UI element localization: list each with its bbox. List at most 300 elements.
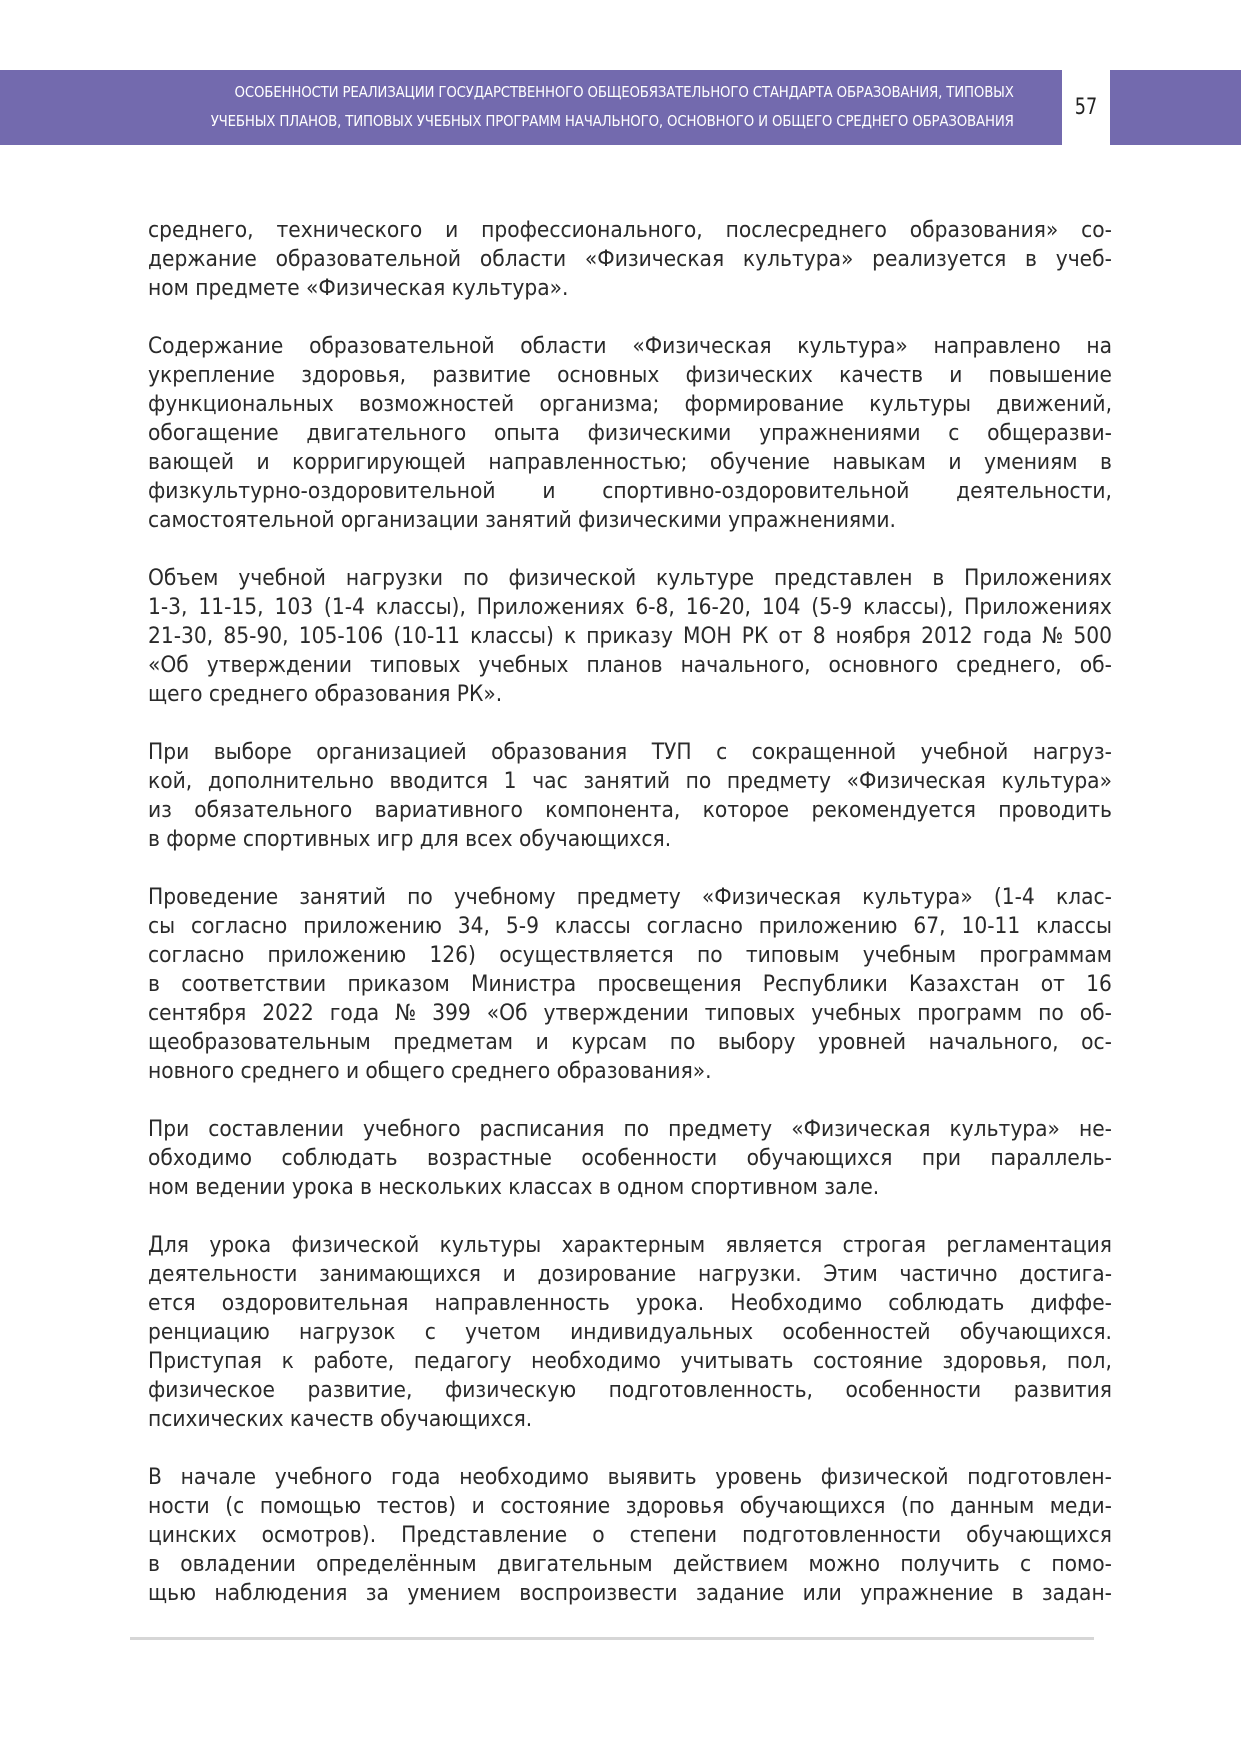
word: в <box>148 971 160 997</box>
text-line <box>148 970 1112 999</box>
word: общеразви- <box>987 420 1112 446</box>
word: форме <box>166 826 237 852</box>
word: подготовленности <box>742 1522 942 1548</box>
text-line <box>148 332 1112 361</box>
word: согласно <box>646 913 743 939</box>
word: «Физическая <box>306 275 446 301</box>
word: обязательного <box>194 797 353 823</box>
word: обучающихся <box>739 1493 886 1519</box>
word: № <box>1042 623 1064 649</box>
word: здоровья, <box>301 362 407 388</box>
word: спортивно-оздоровительной <box>602 478 910 504</box>
text-line <box>148 419 1112 448</box>
text-line <box>148 680 1112 709</box>
word: укрепление <box>148 362 276 388</box>
word: 1 <box>503 768 517 794</box>
word: по <box>1038 1000 1064 1026</box>
word: классах <box>508 1174 593 1200</box>
word: ТУП <box>651 739 692 765</box>
word: и <box>471 1493 485 1519</box>
word: типовым <box>745 942 840 968</box>
word: 103 <box>274 594 314 620</box>
running-header-title <box>211 78 1014 136</box>
word: нагруз- <box>1032 739 1112 765</box>
word: нагрузки. <box>697 1261 802 1287</box>
body-text <box>148 216 1112 1637</box>
word: Этим <box>823 1261 878 1287</box>
word: физической <box>291 1232 420 1258</box>
text-line <box>148 1347 1112 1376</box>
word: физической <box>508 565 637 591</box>
word: 85-90, <box>223 623 289 649</box>
word: физическое <box>148 1377 275 1403</box>
word: (по <box>901 1493 935 1519</box>
word: диффе- <box>1030 1290 1112 1316</box>
word: здоровья, <box>942 1348 1048 1374</box>
word: выборе <box>213 739 292 765</box>
paragraph <box>148 564 1112 709</box>
paragraph <box>148 1231 1112 1434</box>
word: возрастные <box>427 1145 552 1171</box>
word: регламентация <box>946 1232 1112 1258</box>
word: работе, <box>313 1348 395 1374</box>
word: типовых <box>369 652 461 678</box>
word: нагрузок <box>299 1319 396 1345</box>
word: При <box>148 739 190 765</box>
text-line <box>148 883 1112 912</box>
word: за <box>365 1580 389 1606</box>
word: является <box>725 1232 823 1258</box>
word: соблюдать <box>888 1290 1005 1316</box>
word: приложению <box>758 913 898 939</box>
word: состояние <box>500 1493 611 1519</box>
word: помощью <box>259 1493 362 1519</box>
running-header-band <box>0 70 1062 145</box>
word: спортивном <box>690 1174 818 1200</box>
word: учитывать <box>680 1348 794 1374</box>
word: РК». <box>456 681 503 707</box>
word: физическую <box>444 1377 577 1403</box>
word: состояние <box>813 1348 923 1374</box>
word: одном <box>616 1174 685 1200</box>
word: направленностью; <box>488 449 688 475</box>
word: 8 <box>812 623 826 649</box>
word: на <box>1086 333 1112 359</box>
word: Приложениях <box>964 565 1112 591</box>
word: уровень <box>715 1464 803 1490</box>
text-line <box>148 564 1112 593</box>
word: развитие, <box>307 1377 413 1403</box>
word: № <box>395 1000 417 1026</box>
word: учебному <box>453 884 556 910</box>
word: МОН <box>683 623 732 649</box>
word: ности <box>148 1493 210 1519</box>
word: 104 <box>761 594 801 620</box>
word: корригирующей <box>292 449 466 475</box>
word: деятельности, <box>956 478 1112 504</box>
word: вающей <box>148 449 235 475</box>
word: в <box>932 565 945 591</box>
word: года <box>391 1464 441 1490</box>
word: дополнительно <box>207 768 374 794</box>
word: качеств <box>289 1406 374 1432</box>
text-line <box>148 1115 1112 1144</box>
word: послесреднего <box>725 217 887 243</box>
word: упражнениями. <box>728 507 896 533</box>
word: культуры <box>439 1232 542 1258</box>
text-line <box>148 1260 1112 1289</box>
text-line <box>148 1028 1112 1057</box>
word: образования» <box>909 217 1059 243</box>
text-line <box>148 1579 1112 1608</box>
word: 16-20, <box>685 594 751 620</box>
word: нагрузки <box>345 565 444 591</box>
word: и <box>949 362 963 388</box>
word: психических <box>148 1406 284 1432</box>
word: Проведение <box>148 884 279 910</box>
word: (10-11 <box>393 623 461 649</box>
word: меди- <box>1049 1493 1112 1519</box>
word: движений, <box>996 391 1112 417</box>
word: умениям <box>983 449 1078 475</box>
word: (1-4 <box>323 594 365 620</box>
word: Представление <box>401 1522 568 1548</box>
text-line <box>148 1521 1112 1550</box>
word: двигательным <box>496 1551 653 1577</box>
word: особенности <box>845 1377 982 1403</box>
word: образования <box>491 739 628 765</box>
word: двигательного <box>306 420 467 446</box>
word: необходимо <box>531 1348 661 1374</box>
text-line <box>148 622 1112 651</box>
word: культура» <box>949 1116 1060 1142</box>
word: физических <box>685 362 813 388</box>
word: от <box>1040 971 1065 997</box>
word: начале <box>180 1464 257 1490</box>
word: и <box>345 1058 360 1084</box>
word: выбору <box>717 1029 796 1055</box>
word: обучающихся. <box>959 1319 1112 1345</box>
word: Приступая <box>148 1348 262 1374</box>
word: в <box>1011 1580 1024 1606</box>
word: по <box>696 942 723 968</box>
word: года <box>329 1000 380 1026</box>
word: сокращенной <box>751 739 897 765</box>
word: достига- <box>1019 1261 1112 1287</box>
word: физическими <box>587 420 732 446</box>
word: которое <box>702 797 790 823</box>
word: из <box>148 797 172 823</box>
text-line <box>148 1057 1112 1086</box>
word: воспроизвести <box>519 1580 678 1606</box>
word: культура» <box>862 884 973 910</box>
word: занятий <box>299 884 386 910</box>
text-line <box>148 506 1112 535</box>
word: 6-8, <box>635 594 675 620</box>
word: необходимо <box>459 1464 589 1490</box>
word: утверждении <box>206 652 353 678</box>
word: наблюдения <box>214 1580 348 1606</box>
word: предмете <box>195 275 300 301</box>
word: строгая <box>842 1232 927 1258</box>
text-line <box>148 999 1112 1028</box>
word: обходимо <box>148 1145 253 1171</box>
word: сы <box>148 913 176 939</box>
word: ренциацию <box>148 1319 270 1345</box>
word: развитие <box>432 362 531 388</box>
word: педагогу <box>413 1348 512 1374</box>
word: щеобразовательным <box>148 1029 371 1055</box>
word: области <box>520 333 607 359</box>
word: урока <box>291 1174 354 1200</box>
word: о <box>592 1522 605 1548</box>
word: овладении <box>180 1551 296 1577</box>
word: 105-106 <box>298 623 384 649</box>
word: упражнениями <box>759 420 921 446</box>
word: по <box>462 565 489 591</box>
text-line <box>148 216 1112 245</box>
word: урока <box>209 1232 272 1258</box>
word: направленность <box>434 1290 610 1316</box>
word: организации <box>340 507 479 533</box>
word: расписания <box>479 1116 605 1142</box>
word: цинских <box>148 1522 237 1548</box>
word: (5-9 <box>811 594 853 620</box>
text-line <box>148 477 1112 506</box>
word: в <box>1099 449 1112 475</box>
word: учебных <box>478 652 569 678</box>
word: нескольких <box>378 1174 502 1200</box>
word: «Об <box>486 1000 528 1026</box>
word: учеб- <box>1055 246 1112 272</box>
word: с <box>1019 1551 1032 1577</box>
word: задан- <box>1041 1580 1112 1606</box>
word: РК <box>741 623 769 649</box>
word: учебных <box>811 1000 902 1026</box>
word: классы), <box>375 594 466 620</box>
page-number: 57 <box>1074 95 1098 120</box>
word: 399 <box>432 1000 471 1026</box>
word: упражнение <box>860 1580 994 1606</box>
word: начального, <box>928 1029 1059 1055</box>
word: 126) <box>429 942 476 968</box>
word: держание <box>148 246 257 272</box>
word: учебным <box>862 942 957 968</box>
word: задание <box>695 1580 785 1606</box>
text-line <box>148 361 1112 390</box>
word: просвещения <box>597 971 742 997</box>
word: классы) <box>470 623 554 649</box>
word: формирование <box>684 391 845 417</box>
word: занимающихся <box>319 1261 481 1287</box>
word: клас- <box>1055 884 1112 910</box>
word: образования <box>314 681 451 707</box>
paragraph <box>148 1115 1112 1202</box>
word: возможностей <box>359 391 515 417</box>
word: предмету <box>726 768 831 794</box>
word: обогащение <box>148 420 279 446</box>
word: не- <box>1078 1116 1112 1142</box>
word: Республики <box>762 971 888 997</box>
running-header-line-1: ОСОБЕННОСТИ РЕАЛИЗАЦИИ ГОСУДАРСТВЕННОГО ОБЩЕОБЯЗАТЕЛЬНОГО СТАНДАРТА ОБРАЗОВАНИЯ, ТИПОВЫХ <box>234 83 1015 101</box>
word: ос- <box>1081 1029 1112 1055</box>
word: проводить <box>998 797 1112 823</box>
word: по <box>407 884 433 910</box>
word: в <box>148 1551 160 1577</box>
text-line <box>148 738 1112 767</box>
word: 2012 <box>921 623 973 649</box>
word: образовательной <box>309 333 495 359</box>
word: учетом <box>465 1319 541 1345</box>
paragraph <box>148 1463 1112 1608</box>
word: технического <box>276 217 423 243</box>
text-line <box>148 448 1112 477</box>
word: обучающихся <box>746 1145 893 1171</box>
text-line <box>148 1318 1112 1347</box>
word: 11-15, <box>198 594 264 620</box>
word: 2022 <box>262 1000 314 1026</box>
word: и <box>535 1029 549 1055</box>
word: ном <box>148 275 189 301</box>
word: культура». <box>451 275 569 301</box>
word: повышение <box>988 362 1112 388</box>
word: культура» <box>742 246 854 272</box>
text-line <box>148 796 1112 825</box>
word: получить <box>900 1551 1000 1577</box>
text-line <box>148 245 1112 274</box>
word: зале. <box>824 1174 880 1200</box>
word: ется <box>148 1290 196 1316</box>
word: при <box>921 1145 962 1171</box>
word: обучающихся. <box>518 826 672 852</box>
word: основного <box>828 652 939 678</box>
text-line <box>148 1550 1112 1579</box>
paragraph <box>148 332 1112 535</box>
word: предмету <box>576 884 681 910</box>
word: Для <box>148 1232 189 1258</box>
word: типовых <box>704 1000 796 1026</box>
word: по <box>685 768 712 794</box>
word: классы <box>554 913 631 939</box>
word: обучающихся <box>966 1522 1112 1548</box>
text-line <box>148 1144 1112 1173</box>
text-line <box>148 1463 1112 1492</box>
word: уровней <box>818 1029 907 1055</box>
word: основных <box>557 362 660 388</box>
text-line <box>148 651 1112 680</box>
text-line <box>148 1376 1112 1405</box>
word: «Физическая <box>632 333 772 359</box>
paragraph <box>148 883 1112 1086</box>
word: обучающихся. <box>380 1406 533 1432</box>
word: обучение <box>709 449 810 475</box>
word: Казахстан <box>909 971 1020 997</box>
word: учебного <box>363 1116 461 1142</box>
word: по <box>669 1029 696 1055</box>
word: 500 <box>1073 623 1112 649</box>
word: осмотров). <box>261 1522 377 1548</box>
word: ноября <box>835 623 911 649</box>
word: культура» <box>797 333 908 359</box>
word: рекомендуется <box>811 797 976 823</box>
word: действием <box>672 1551 789 1577</box>
word: Объем <box>148 565 219 591</box>
word: спортивных <box>242 826 371 852</box>
word: 5-9 <box>505 913 539 939</box>
word: среднего, <box>148 217 254 243</box>
word: профессионального, <box>481 217 703 243</box>
text-line <box>148 1173 1112 1202</box>
word: физической <box>820 1464 949 1490</box>
word: пол, <box>1066 1348 1112 1374</box>
word: или <box>802 1580 842 1606</box>
word: общего <box>365 1058 445 1084</box>
word: реализуется <box>872 246 1007 272</box>
word: классы <box>1036 913 1112 939</box>
running-header-line-2: УЧЕБНЫХ ПЛАНОВ, ТИПОВЫХ УЧЕБНЫХ ПРОГРАММ НАЧАЛЬНОГО, ОСНОВНОГО И ОБЩЕГО СРЕДНЕГО ОБРАЗОВАНИЯ <box>211 112 1014 130</box>
word: ведении <box>195 1174 286 1200</box>
text-line <box>148 941 1112 970</box>
word: Необходимо <box>730 1290 863 1316</box>
word: образования». <box>556 1058 712 1084</box>
word: здоровья <box>625 1493 725 1519</box>
word: дозирование <box>537 1261 677 1287</box>
word: выявить <box>607 1464 697 1490</box>
word: (1-4 <box>993 884 1035 910</box>
word: об- <box>1079 1000 1112 1026</box>
word: и <box>542 478 556 504</box>
word: согласно <box>148 942 245 968</box>
text-line <box>148 912 1112 941</box>
text-line <box>148 1231 1112 1260</box>
word: осуществляется <box>499 942 674 968</box>
word: приказу <box>586 623 673 649</box>
word: вариативного <box>374 797 523 823</box>
word: компонента, <box>545 797 681 823</box>
word: курсам <box>571 1029 648 1055</box>
word: в <box>148 826 160 852</box>
word: среднего <box>240 1058 340 1084</box>
word: характерным <box>561 1232 706 1258</box>
word: среднего <box>451 1058 551 1084</box>
word: приложению <box>267 942 407 968</box>
word: представлен <box>774 565 913 591</box>
word: развития <box>1013 1377 1112 1403</box>
word: и <box>445 217 459 243</box>
word: учебной <box>920 739 1009 765</box>
word: Министра <box>471 971 577 997</box>
word: составлении <box>208 1116 344 1142</box>
word: параллель- <box>990 1145 1112 1171</box>
word: подготовлен- <box>967 1464 1112 1490</box>
word: 16 <box>1086 971 1112 997</box>
word: приказом <box>347 971 450 997</box>
word: классы), <box>863 594 954 620</box>
word: организма; <box>539 391 660 417</box>
word: кой, <box>148 768 193 794</box>
word: (с <box>225 1493 245 1519</box>
word: Приложениях <box>476 594 625 620</box>
word: «Физическая <box>791 1116 931 1142</box>
word: по <box>623 1116 650 1142</box>
word: «Физическая <box>701 884 842 910</box>
word: частично <box>899 1261 998 1287</box>
word: 34, <box>457 913 490 939</box>
word: щего <box>148 681 203 707</box>
word: культуре <box>655 565 755 591</box>
word: тестов) <box>376 1493 457 1519</box>
word: Содержание <box>148 333 284 359</box>
